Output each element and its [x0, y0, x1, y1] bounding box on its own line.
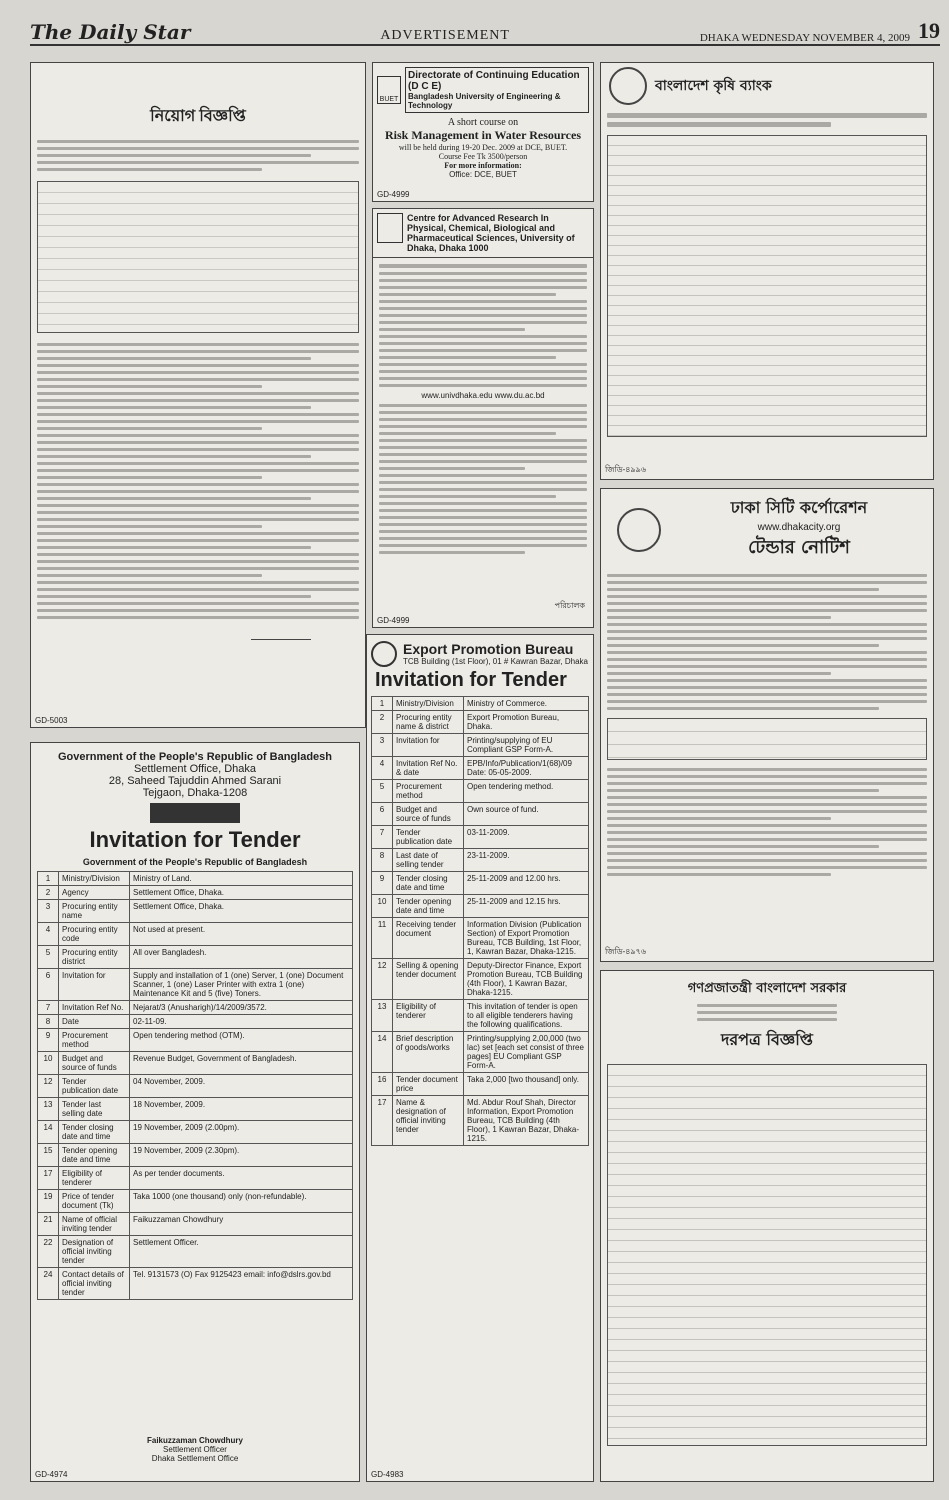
newspaper-logo: The Daily Star: [30, 20, 191, 44]
table-row: [38, 1121, 353, 1144]
table-row: [372, 1096, 589, 1146]
ad-krishi-bank: [600, 62, 934, 480]
krishi-logo-icon: [609, 67, 647, 105]
row-number: 7: [372, 826, 393, 849]
ad-code: জিডি-৪৯৭৬: [605, 947, 647, 956]
dcc-header: [601, 489, 933, 570]
ad-recruitment-notice: [30, 62, 366, 728]
table-row: [372, 918, 589, 959]
settlement-address-1: 28, Saheed Tajuddin Ahmed Sarani: [108, 775, 282, 787]
buet-dates: will be held during 19-20 Dec. 2009 at DCE, BUET.: [398, 143, 568, 152]
row-number: 3: [38, 900, 59, 923]
row-number: 5: [38, 946, 59, 969]
row-number: 4: [38, 923, 59, 946]
ad-conditions: [31, 343, 365, 619]
row-number: 14: [372, 1032, 393, 1073]
table-row: [372, 1000, 589, 1032]
settlement-subtitle: Government of the People's Republic of Bangladesh: [82, 857, 308, 867]
row-label: Invitation for: [59, 969, 130, 1001]
epb-header: [367, 635, 593, 669]
row-value: Export Promotion Bureau, Dhaka.: [464, 711, 589, 734]
ad-export-promotion-bureau: [366, 634, 594, 1482]
car-body-2: [373, 404, 593, 554]
dcc-title: টেন্ডার নোটিশ: [748, 537, 850, 558]
settlement-signer-block: [31, 1436, 359, 1463]
settlement-gov: Government of the People's Republic of Bangladesh: [58, 751, 332, 763]
row-number: 13: [372, 1000, 393, 1032]
row-label: Price of tender document (Tk): [59, 1190, 130, 1213]
car-body: [373, 264, 593, 387]
table-row: [38, 1190, 353, 1213]
ad-body: [31, 140, 365, 171]
row-value: 25-11-2009 and 12.15 hrs.: [464, 895, 589, 918]
row-label: Designation of official inviting tender: [59, 1236, 130, 1268]
krishi-subject: [601, 113, 933, 127]
dateline: DHAKA WEDNESDAY NOVEMBER 4, 2009: [699, 32, 910, 44]
table-row: [372, 734, 589, 757]
ad-code: GD-4999: [377, 190, 410, 199]
row-label: Last date of selling tender: [393, 849, 464, 872]
table-row: [38, 886, 353, 900]
settlement-title: Invitation for Tender: [89, 827, 301, 852]
settlement-address-2: Tejgaon, Dhaka-1208: [142, 787, 248, 799]
row-number: 10: [372, 895, 393, 918]
table-row: [372, 872, 589, 895]
row-number: 15: [38, 1144, 59, 1167]
gov-table: [607, 1064, 927, 1446]
ad-code: GD-4983: [371, 1470, 404, 1479]
buet-more: For more information:: [444, 161, 522, 170]
row-number: 21: [38, 1213, 59, 1236]
row-value: Settlement Office, Dhaka.: [130, 900, 353, 923]
table-row: [38, 946, 353, 969]
buet-intro: A short course on: [447, 117, 519, 128]
row-value: Supply and installation of 1 (one) Server, 1 (one) Document Scanner, 1 (one) Laser Printer with extra 1 (one) Maintenance Kit and 5 (five) Toners.: [130, 969, 353, 1001]
buet-office: Office: DCE, BUET: [449, 170, 517, 179]
row-label: Tender publication date: [393, 826, 464, 849]
car-url: www.univdhaka.edu www.du.ac.bd: [421, 391, 545, 400]
section-title: ADVERTISEMENT: [380, 28, 510, 43]
epb-org: Export Promotion Bureau: [403, 641, 574, 657]
ad-dhaka-city-corporation: [600, 488, 934, 962]
row-number: 10: [38, 1052, 59, 1075]
row-value: 19 November, 2009 (2.30pm).: [130, 1144, 353, 1167]
row-value: All over Bangladesh.: [130, 946, 353, 969]
krishi-header: [601, 63, 933, 109]
row-value: Faikuzzaman Chowdhury: [130, 1213, 353, 1236]
buet-directorate: Directorate of Continuing Education (D C E): [408, 70, 580, 92]
row-value: Deputy-Director Finance, Export Promotion Bureau, TCB Building (4th Floor), 1 Kawran Bazar, Dhaka-1215.: [464, 959, 589, 1000]
dcc-conditions: [601, 768, 933, 876]
dcc-org: ঢাকা সিটি কর্পোরেশন: [730, 498, 868, 517]
row-value: 25-11-2009 and 12.00 hrs.: [464, 872, 589, 895]
table-row: [38, 1052, 353, 1075]
row-number: 12: [38, 1075, 59, 1098]
row-number: 4: [372, 757, 393, 780]
settlement-signer-title: Settlement Officer: [163, 1445, 227, 1454]
dateline-group: [700, 18, 940, 44]
row-value: 04 November, 2009.: [130, 1075, 353, 1098]
row-value: Revenue Budget, Government of Bangladesh.: [130, 1052, 353, 1075]
table-row: [372, 711, 589, 734]
row-number: 14: [38, 1121, 59, 1144]
table-row: [38, 1075, 353, 1098]
ad-government-tender-notice: [600, 970, 934, 1482]
table-row: [38, 1015, 353, 1029]
table-row: [38, 1268, 353, 1300]
buet-university: Bangladesh University of Engineering & Technology: [408, 92, 561, 110]
signature-stamp: [251, 623, 311, 640]
row-label: Procuring entity name: [59, 900, 130, 923]
table-row: [38, 1098, 353, 1121]
krishi-table: [607, 135, 927, 437]
buet-course-title: Risk Management in Water Resources: [385, 128, 581, 142]
table-row: [372, 1032, 589, 1073]
row-value: Nejarat/3 (Anusharigh)/14/2009/3572.: [130, 1001, 353, 1015]
row-label: Receiving tender document: [393, 918, 464, 959]
row-label: Eligibility of tenderer: [393, 1000, 464, 1032]
row-number: 17: [372, 1096, 393, 1146]
row-label: Invitation Ref No.: [59, 1001, 130, 1015]
row-label: Tender opening date and time: [59, 1144, 130, 1167]
row-number: 9: [372, 872, 393, 895]
table-row: [372, 1073, 589, 1096]
ad-code: GD-4974: [35, 1470, 68, 1479]
row-label: Procurement method: [393, 780, 464, 803]
buet-logo-icon: BUET: [377, 76, 401, 104]
table-row: [38, 969, 353, 1001]
row-value: 19 November, 2009 (2.00pm).: [130, 1121, 353, 1144]
row-label: Invitation for: [393, 734, 464, 757]
table-row: [38, 1213, 353, 1236]
masthead: [30, 18, 940, 46]
row-number: 12: [372, 959, 393, 1000]
gov-title: গণপ্রজাতন্ত্রী বাংলাদেশ সরকার: [687, 981, 847, 996]
row-value: 18 November, 2009.: [130, 1098, 353, 1121]
buet-fee: Course Fee Tk 3500/person: [438, 152, 528, 161]
row-number: 22: [38, 1236, 59, 1268]
row-number: 24: [38, 1268, 59, 1300]
row-value: EPB/Info/Publication/1(68)/09 Date: 05-05-2009.: [464, 757, 589, 780]
epb-title: Invitation for Tender: [375, 669, 567, 691]
table-row: [372, 959, 589, 1000]
car-header: [373, 209, 593, 258]
settlement-signer-office: Dhaka Settlement Office: [151, 1454, 239, 1463]
row-number: 1: [372, 697, 393, 711]
ad-settlement-office: [30, 742, 360, 1482]
epb-logo-icon: [371, 641, 397, 667]
ad-title: নিয়োগ বিজ্ঞপ্তি: [150, 108, 246, 125]
row-number: 7: [38, 1001, 59, 1015]
krishi-org: বাংলাদেশ কৃষি ব্যাংক: [655, 78, 772, 94]
row-number: 1: [38, 872, 59, 886]
row-number: 5: [372, 780, 393, 803]
row-number: 2: [372, 711, 393, 734]
table-row: [38, 1236, 353, 1268]
ad-code: GD-5003: [35, 716, 68, 725]
ad-code: জিডি-৪৯৯৬: [605, 465, 647, 474]
row-value: 23-11-2009.: [464, 849, 589, 872]
table-row: [372, 849, 589, 872]
row-value: Taka 1000 (one thousand) only (non-refundable).: [130, 1190, 353, 1213]
university-logo-icon: [377, 213, 403, 243]
dcc-work-table: [607, 718, 927, 760]
row-label: Tender last selling date: [59, 1098, 130, 1121]
table-row: [38, 923, 353, 946]
row-label: Brief description of goods/works: [393, 1032, 464, 1073]
row-label: Contact details of official inviting tender: [59, 1268, 130, 1300]
row-number: 11: [372, 918, 393, 959]
ad-code: GD-4999: [377, 616, 410, 625]
epb-tender-table: [371, 696, 589, 1146]
row-label: Ministry/Division: [393, 697, 464, 711]
settlement-banner: [150, 803, 240, 823]
settlement-tender-table: [37, 871, 353, 1300]
row-number: 6: [38, 969, 59, 1001]
row-number: 9: [38, 1029, 59, 1052]
table-row: [372, 895, 589, 918]
row-value: Settlement Office, Dhaka.: [130, 886, 353, 900]
row-label: Tender opening date and time: [393, 895, 464, 918]
table-row: [372, 780, 589, 803]
ad-buet-course: [372, 62, 594, 202]
table-row: [38, 1029, 353, 1052]
row-label: Tender closing date and time: [59, 1121, 130, 1144]
settlement-signer: Faikuzzaman Chowdhury: [146, 1436, 243, 1445]
row-label: Date: [59, 1015, 130, 1029]
buet-header: [373, 63, 593, 117]
row-number: 3: [372, 734, 393, 757]
ad-car-dhaka-university: [372, 208, 594, 628]
epb-address: TCB Building (1st Floor), 01 # Kawran Bazar, Dhaka: [403, 657, 588, 666]
row-label: Procuring entity district: [59, 946, 130, 969]
row-label: Eligibility of tenderer: [59, 1167, 130, 1190]
row-number: 17: [38, 1167, 59, 1190]
row-value: Own source of fund.: [464, 803, 589, 826]
row-value: Tel. 9131573 (O) Fax 9125423 email: info@dslrs.gov.bd: [130, 1268, 353, 1300]
row-number: 6: [372, 803, 393, 826]
row-number: 2: [38, 886, 59, 900]
row-value: 03-11-2009.: [464, 826, 589, 849]
row-value: This invitation of tender is open to all eligible tenderers having the following qualifications.: [464, 1000, 589, 1032]
row-value: Open tendering method (OTM).: [130, 1029, 353, 1052]
row-label: Invitation Ref No. & date: [393, 757, 464, 780]
row-value: Md. Abdur Rouf Shah, Director Information, Export Promotion Bureau, TCB Building (4th Floor), 1 Kawran Bazar, Dhaka-1215.: [464, 1096, 589, 1146]
dcc-body: [601, 574, 933, 710]
row-value: Taka 2,000 [two thousand] only.: [464, 1073, 589, 1096]
row-label: Procuring entity code: [59, 923, 130, 946]
row-label: Budget and source of funds: [59, 1052, 130, 1075]
table-row: [372, 826, 589, 849]
row-label: Tender closing date and time: [393, 872, 464, 895]
row-value: Ministry of Land.: [130, 872, 353, 886]
ad-table: [31, 175, 365, 339]
settlement-office: Settlement Office, Dhaka: [133, 763, 257, 775]
row-value: 02-11-09.: [130, 1015, 353, 1029]
row-value: Settlement Officer.: [130, 1236, 353, 1268]
row-label: Tender document price: [393, 1073, 464, 1096]
row-label: Ministry/Division: [59, 872, 130, 886]
table-row: [38, 1144, 353, 1167]
table-row: [38, 872, 353, 886]
row-number: 13: [38, 1098, 59, 1121]
row-label: Budget and source of funds: [393, 803, 464, 826]
row-number: 19: [38, 1190, 59, 1213]
table-row: [38, 1167, 353, 1190]
row-number: 8: [38, 1015, 59, 1029]
row-value: Open tendering method.: [464, 780, 589, 803]
table-row: [38, 1001, 353, 1015]
car-title: Centre for Advanced Research In Physical, Chemical, Biological and Pharmaceutical Sciences, University of Dhaka, Dhaka 1000: [407, 213, 575, 253]
row-label: Tender publication date: [59, 1075, 130, 1098]
row-value: Information Division (Publication Section) of Export Promotion Bureau, TCB Building, 1st Floor, 1, Kawran Bazar, Dhaka-1215.: [464, 918, 589, 959]
row-label: Procurement method: [59, 1029, 130, 1052]
gov-subheader: [691, 1004, 843, 1021]
dcc-url: www.dhakacity.org: [757, 522, 841, 533]
row-number: 8: [372, 849, 393, 872]
row-value: Printing/supplying of EU Compliant GSP Form-A.: [464, 734, 589, 757]
row-value: As per tender documents.: [130, 1167, 353, 1190]
dcc-logo-icon: [617, 508, 661, 552]
gov-notice-title: দরপত্র বিজ্ঞপ্তি: [721, 1030, 813, 1049]
car-sign: পরিচালক: [554, 601, 585, 610]
table-row: [372, 697, 589, 711]
row-label: Selling & opening tender document: [393, 959, 464, 1000]
row-label: Name of official inviting tender: [59, 1213, 130, 1236]
row-label: Agency: [59, 886, 130, 900]
row-value: Not used at present.: [130, 923, 353, 946]
table-row: [38, 900, 353, 923]
row-label: Procuring entity name & district: [393, 711, 464, 734]
table-row: [372, 803, 589, 826]
table-row: [372, 757, 589, 780]
row-label: Name & designation of official inviting tender: [393, 1096, 464, 1146]
page-number: 19: [917, 18, 940, 43]
row-value: Ministry of Commerce.: [464, 697, 589, 711]
row-value: Printing/supplying 2,00,000 (two lac) set [each set consist of three pages] EU Compliant GSP Form-A.: [464, 1032, 589, 1073]
row-number: 16: [372, 1073, 393, 1096]
